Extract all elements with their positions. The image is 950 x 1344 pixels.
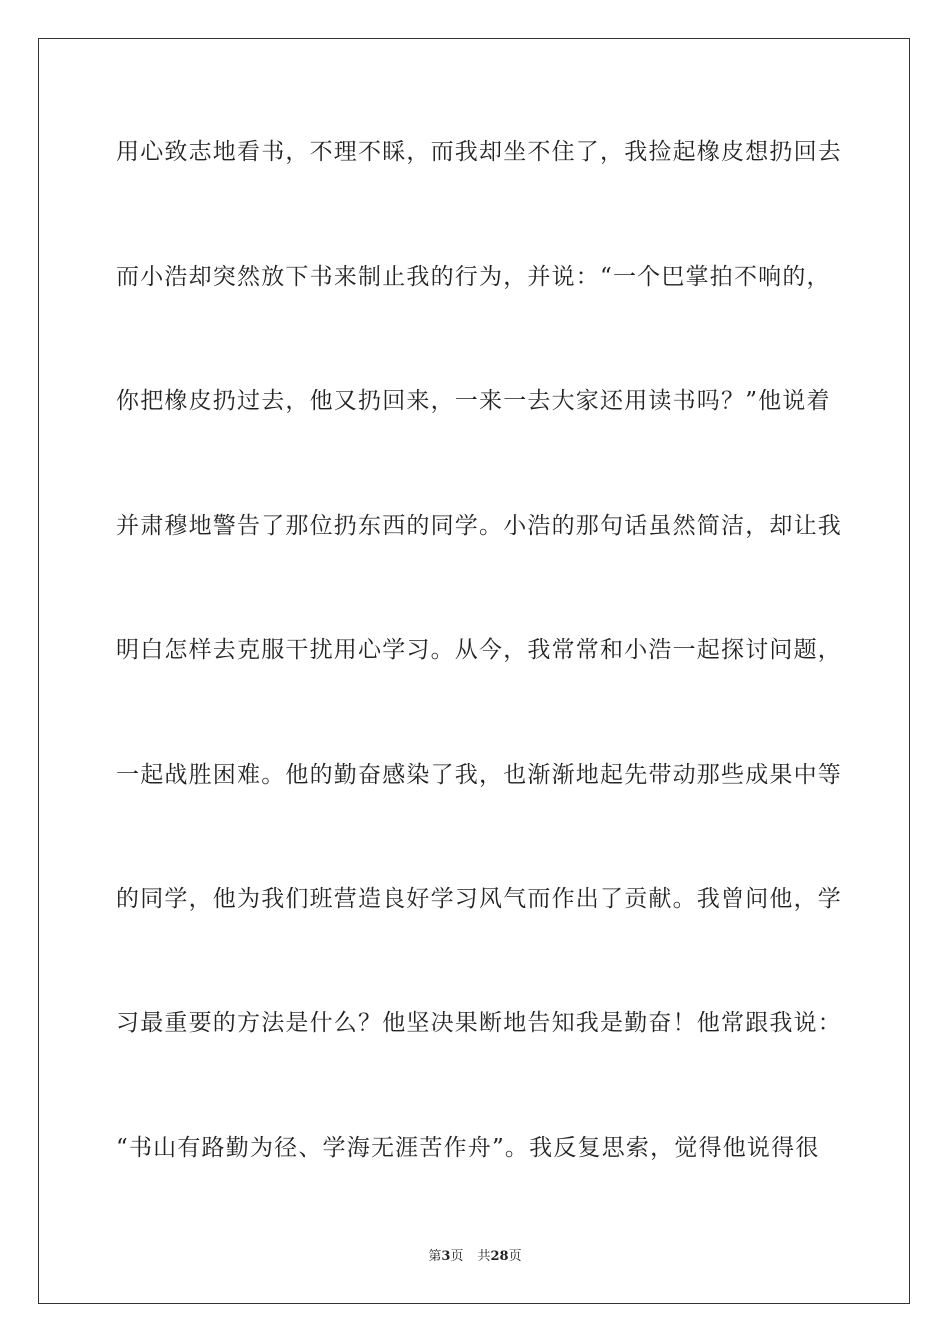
text-line: 并肃穆地警告了那位扔东西的同学。小浩的那句话虽然简洁，却让我 xyxy=(116,513,842,539)
text-line: “书山有路勤为径、学海无涯苦作舟”。我反复思索，觉得他说得很 xyxy=(116,1135,820,1161)
text-line: 用心致志地看书，不理不睬，而我却坐不住了，我捡起橡皮想扔回去 xyxy=(116,139,842,165)
total-suffix: 页 xyxy=(508,1249,522,1264)
page-prefix: 第 xyxy=(428,1249,442,1264)
page-border xyxy=(38,38,910,1304)
text-line: 你把橡皮扔过去，他又扔回来，一来一去大家还用读书吗？”他说着 xyxy=(116,388,831,414)
total-indicator xyxy=(477,1249,521,1264)
page-indicator xyxy=(428,1249,463,1264)
text-line: 明白怎样去克服干扰用心学习。从今，我常常和小浩一起探讨问题， xyxy=(116,637,842,663)
total-pages: 28 xyxy=(490,1249,509,1264)
text-line: 一起战胜困难。他的勤奋感染了我，也渐渐地起先带动那些成果中等 xyxy=(116,762,842,788)
text-line: 而小浩却突然放下书来制止我的行为，并说：“一个巴掌拍不响的， xyxy=(116,264,831,290)
page-suffix: 页 xyxy=(450,1249,464,1264)
page-footer xyxy=(0,1248,950,1266)
total-prefix: 共 xyxy=(477,1249,491,1264)
page-number: 3 xyxy=(441,1249,451,1264)
text-line: 的同学，他为我们班营造良好学习风气而作出了贡献。我曾问他，学 xyxy=(116,886,842,912)
text-line: 习最重要的方法是什么？他坚决果断地告知我是勤奋！他常跟我说： xyxy=(116,1010,842,1036)
